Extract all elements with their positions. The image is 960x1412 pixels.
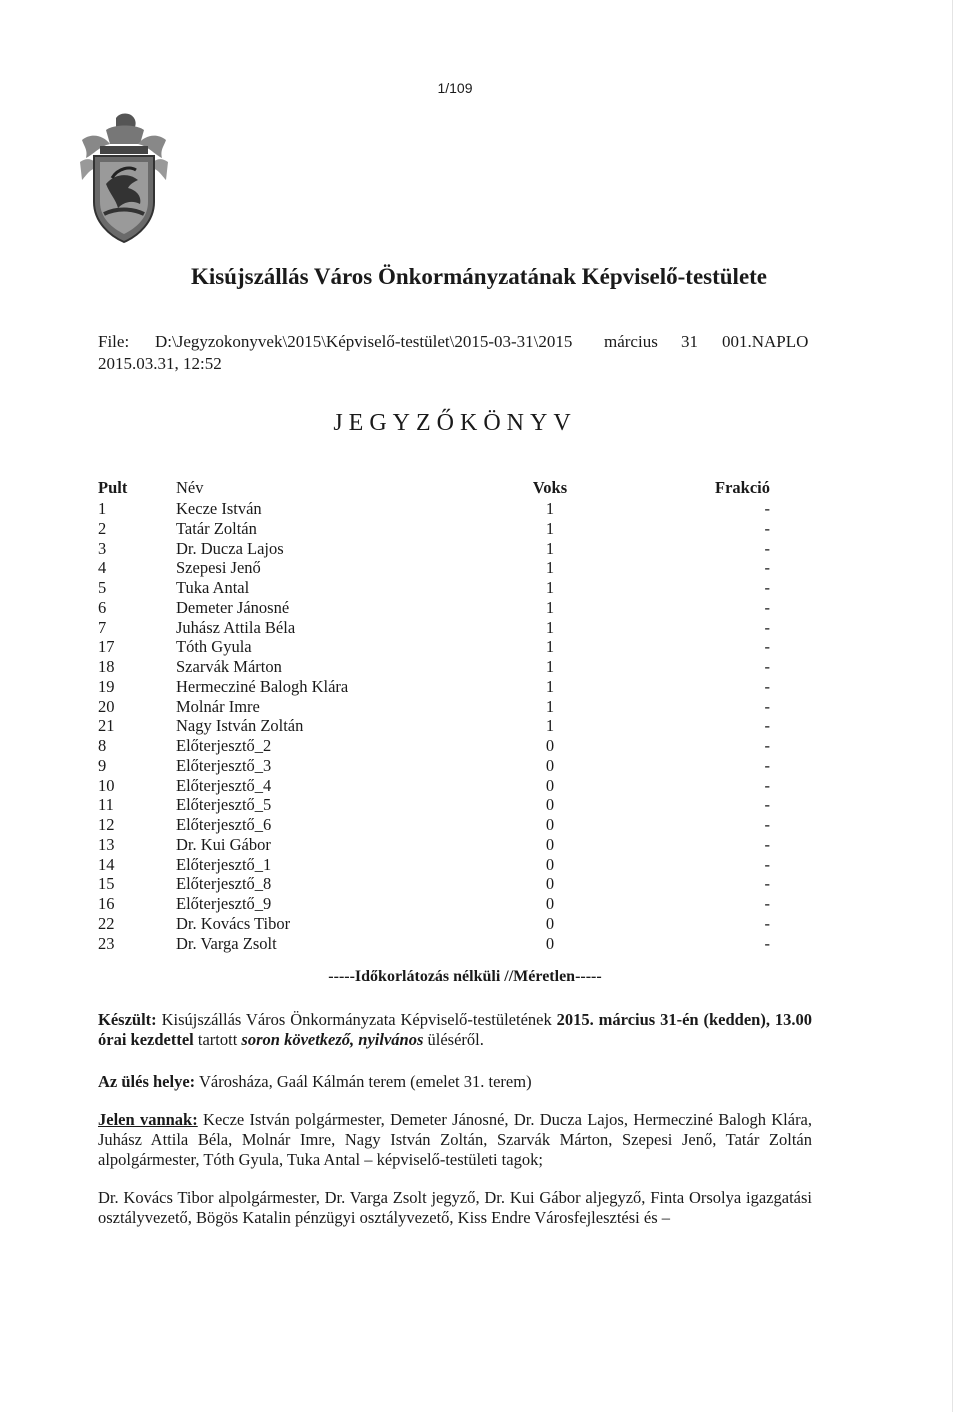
- table-row: [0, 874, 960, 894]
- cell-voks: 1: [545, 676, 555, 696]
- present-text: Kecze István polgármester, Demeter Jánosné, Dr. Ducza Lajos, Hermecziné Balogh Klára, Juhász Attila Béla, Molnár Imre, Nagy István Zoltán, Szarvák Márton, Szepesi Jenő, Tatár Zoltán alpolgármester, Tóth Gyula, Tuka Antal – képviselő-testületi tagok;: [98, 1110, 813, 1169]
- table-row: [0, 618, 960, 638]
- table-row: [0, 539, 960, 559]
- cell-voks: 1: [545, 578, 555, 597]
- cell-pult: 8: [98, 736, 107, 755]
- table-row: [0, 815, 960, 835]
- cell-frakcio: -: [764, 657, 770, 676]
- cell-voks: 0: [545, 913, 555, 933]
- made-paragraph: [98, 1010, 812, 1050]
- made-label: Készült:: [98, 1010, 157, 1029]
- cell-pult: 5: [98, 578, 107, 597]
- file-label: File:: [98, 332, 130, 351]
- cell-nev: Kecze István: [176, 499, 262, 518]
- cell-voks: 0: [545, 795, 555, 815]
- cell-pult: 23: [98, 933, 115, 953]
- cell-voks: 0: [545, 854, 555, 874]
- header-voks: Voks: [532, 478, 568, 497]
- cell-frakcio: -: [764, 894, 770, 913]
- cell-voks: 0: [545, 834, 555, 854]
- place-label: Az ülés helye:: [98, 1072, 196, 1091]
- cell-pult: 14: [98, 854, 115, 874]
- table-header: [0, 478, 960, 498]
- made-text: Kisújszállás Város Önkormányzata Képviselő-testületének: [161, 1010, 552, 1029]
- cell-pult: 21: [98, 716, 115, 736]
- cell-nev: Dr. Ducza Lajos: [176, 538, 284, 558]
- made-date: 2015. március 31-én (kedden), 13.00 órai kezdettel: [98, 1010, 813, 1049]
- table-row: [0, 795, 960, 815]
- cell-pult: 19: [98, 676, 115, 696]
- cell-voks: 0: [545, 736, 555, 755]
- table-row: [0, 677, 960, 697]
- cell-voks: 0: [545, 933, 555, 953]
- cell-nev: Szepesi Jenő: [176, 558, 261, 578]
- cell-pult: 20: [98, 696, 115, 716]
- cell-nev: Szarvák Márton: [176, 657, 282, 676]
- cell-frakcio: -: [764, 558, 770, 578]
- cell-frakcio: -: [764, 696, 770, 716]
- table-row: [0, 519, 960, 539]
- cell-frakcio: -: [764, 755, 770, 775]
- table-row: [0, 756, 960, 776]
- cell-voks: 0: [545, 815, 555, 834]
- table-row: [0, 716, 960, 736]
- cell-pult: 18: [98, 657, 115, 676]
- cell-nev: Nagy István Zoltán: [176, 716, 304, 736]
- made-italic: soron következő, nyilvános: [241, 1030, 424, 1049]
- restriction-note: -----Időkorlátozás nélküli //Méretlen-----: [328, 968, 602, 985]
- cell-pult: 7: [98, 617, 107, 637]
- cell-voks: 0: [545, 894, 555, 913]
- table-row: [0, 598, 960, 618]
- table-row: [0, 855, 960, 875]
- table-row: [0, 776, 960, 796]
- cell-frakcio: -: [764, 736, 770, 755]
- cell-nev: Dr. Varga Zsolt: [176, 933, 277, 953]
- cell-frakcio: -: [764, 518, 770, 538]
- cell-nev: Előterjesztő_5: [176, 795, 272, 815]
- cell-nev: Demeter Jánosné: [176, 597, 290, 617]
- cell-nev: Tuka Antal: [176, 578, 250, 597]
- cell-frakcio: -: [764, 597, 770, 617]
- coat-of-arms-icon: [76, 110, 172, 246]
- cell-nev: Hermecziné Balogh Klára: [176, 676, 349, 696]
- table-row: [0, 736, 960, 756]
- cell-pult: 15: [98, 874, 115, 894]
- place-text: Városháza, Gaál Kálmán terem (emelet 31. terem): [198, 1072, 532, 1091]
- cell-nev: Juhász Attila Béla: [176, 617, 296, 637]
- file-day: 31: [681, 332, 698, 351]
- cell-frakcio: -: [764, 933, 770, 953]
- cell-frakcio: -: [764, 834, 770, 854]
- cell-voks: 1: [545, 716, 555, 736]
- cell-nev: Előterjesztő_3: [176, 755, 272, 775]
- present-paragraph: [98, 1110, 812, 1170]
- table-row: [0, 657, 960, 677]
- others-paragraph: Dr. Kovács Tibor alpolgármester, Dr. Varga Zsolt jegyző, Dr. Kui Gábor aljegyző, Finta Orsolya igazgatási osztályvezető, Bögös Katalin pénzügyi osztályvezető, Kiss Endre Városfejlesztési és –: [98, 1188, 812, 1227]
- cell-nev: Előterjesztő_2: [176, 736, 272, 755]
- file-path-line: [98, 332, 810, 352]
- file-datetime: 2015.03.31, 12:52: [98, 354, 222, 373]
- cell-pult: 9: [98, 755, 107, 775]
- cell-frakcio: -: [764, 578, 770, 597]
- cell-voks: 1: [545, 499, 555, 518]
- cell-voks: 1: [545, 538, 555, 558]
- table-row: [0, 499, 960, 519]
- cell-frakcio: -: [764, 854, 770, 874]
- cell-nev: Dr. Kui Gábor: [176, 834, 271, 854]
- cell-frakcio: -: [764, 676, 770, 696]
- cell-pult: 1: [98, 499, 107, 518]
- file-name: 001.NAPLO: [722, 332, 809, 351]
- cell-pult: 11: [98, 795, 114, 815]
- place-paragraph: [98, 1072, 812, 1092]
- made-text-2: tartott: [197, 1030, 238, 1049]
- cell-frakcio: -: [764, 913, 770, 933]
- cell-voks: 1: [545, 617, 555, 637]
- table-row: [0, 914, 960, 934]
- table-row: [0, 578, 960, 598]
- cell-nev: Előterjesztő_6: [176, 815, 272, 834]
- cell-nev: Előterjesztő_9: [176, 894, 272, 913]
- table-row: [0, 697, 960, 717]
- table-row: [0, 637, 960, 657]
- cell-pult: 4: [98, 558, 107, 578]
- cell-voks: 0: [545, 775, 555, 795]
- cell-voks: 0: [545, 874, 555, 894]
- cell-pult: 16: [98, 894, 115, 913]
- cell-frakcio: -: [764, 815, 770, 834]
- cell-voks: 1: [545, 518, 555, 538]
- table-row: [0, 934, 960, 954]
- table-row: [0, 894, 960, 914]
- cell-frakcio: -: [764, 538, 770, 558]
- cell-pult: 2: [98, 518, 107, 538]
- cell-pult: 10: [98, 775, 115, 795]
- cell-frakcio: -: [764, 874, 770, 894]
- page-number: 1/109: [437, 80, 473, 96]
- cell-pult: 12: [98, 815, 115, 834]
- cell-frakcio: -: [764, 795, 770, 815]
- cell-pult: 13: [98, 834, 115, 854]
- cell-frakcio: -: [764, 499, 770, 518]
- cell-frakcio: -: [764, 617, 770, 637]
- present-label: Jelen vannak:: [98, 1110, 198, 1129]
- header-frakcio: Frakció: [715, 478, 770, 497]
- document-title: Kisújszállás Város Önkormányzatának Képviselő-testülete: [190, 264, 768, 289]
- cell-nev: Előterjesztő_8: [176, 874, 272, 894]
- header-pult: Pult: [98, 478, 128, 497]
- cell-pult: 3: [98, 538, 107, 558]
- cell-nev: Előterjesztő_4: [176, 775, 272, 795]
- file-path: D:\Jegyzokonyvek\2015\Képviselő-testület\2015-03-31\2015: [155, 332, 573, 351]
- table-row: [0, 558, 960, 578]
- cell-voks: 1: [545, 558, 555, 578]
- file-month: március: [604, 332, 658, 351]
- cell-nev: Tóth Gyula: [176, 637, 252, 657]
- cell-voks: 1: [545, 597, 555, 617]
- cell-frakcio: -: [764, 637, 770, 657]
- cell-nev: Molnár Imre: [176, 696, 260, 716]
- document-heading: JEGYZŐKÖNYV: [333, 410, 577, 436]
- cell-nev: Előterjesztő_1: [176, 854, 272, 874]
- cell-pult: 22: [98, 913, 115, 933]
- cell-pult: 17: [98, 637, 115, 657]
- cell-nev: Dr. Kovács Tibor: [176, 913, 291, 933]
- table-row: [0, 835, 960, 855]
- cell-voks: 0: [545, 755, 555, 775]
- made-text-3: üléséről.: [427, 1030, 484, 1049]
- header-nev: Név: [176, 478, 204, 497]
- cell-voks: 1: [545, 657, 555, 676]
- cell-frakcio: -: [764, 716, 770, 736]
- cell-pult: 6: [98, 597, 107, 617]
- cell-nev: Tatár Zoltán: [176, 518, 257, 538]
- cell-frakcio: -: [764, 775, 770, 795]
- cell-voks: 1: [545, 696, 555, 716]
- cell-voks: 1: [545, 637, 555, 657]
